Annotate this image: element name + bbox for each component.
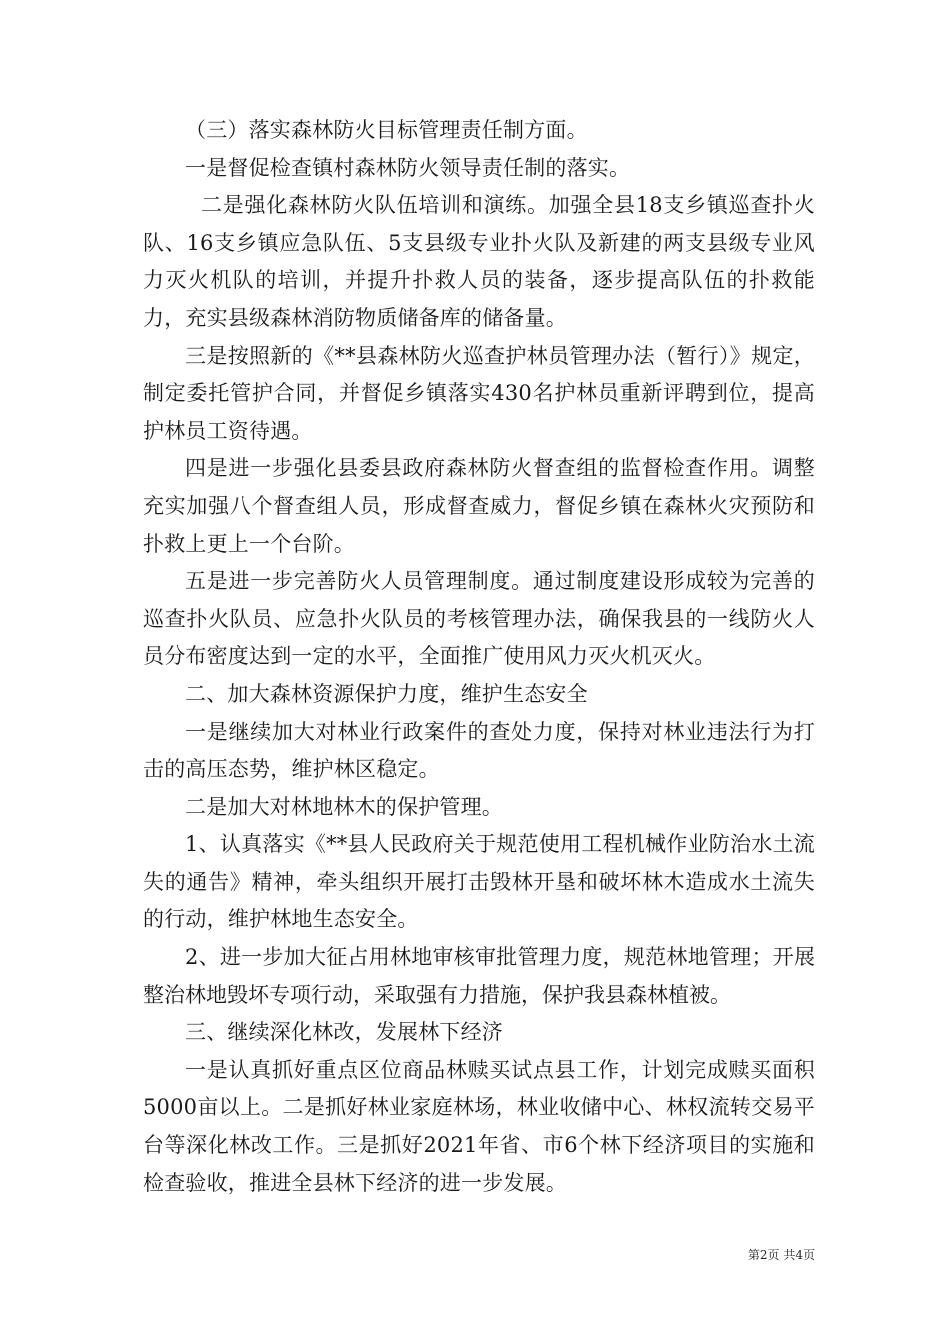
paragraph: 四是进一步强化县委县政府森林防火督查组的监督检查作用。调整充实加强八个督查组人员，形成督查威力，督促乡镇在森林火灾预防和扑救上更上一个台阶。 — [143, 456, 815, 556]
paragraph: 三是按照新的《**县森林防火巡查护林员管理办法（暂行）》规定，制定委托管护合同，并督促乡镇落实430名护林员重新评聘到位，提高护林员工资待遇。 — [143, 343, 815, 443]
section-heading-3: （三）落实森林防火目标管理责任制方面。 — [185, 118, 588, 142]
paragraph: 五是进一步完善防火人员管理制度。通过制度建设形成较为完善的巡查扑火队员、应急扑火队员的考核管理办法，确保我县的一线防火人员分布密度达到一定的水平，全面推广使用风力灭火机灭火。 — [143, 569, 815, 669]
paragraph: 一是督促检查镇村森林防火领导责任制的落实。 — [185, 155, 631, 180]
paragraph: 1、认真落实《**县人民政府关于规范使用工程机械作业防治水土流失的通告》精神，牵头组织开展打击毁林开垦和破坏林木造成水土流失的行动，维护林地生态安全。 — [143, 832, 815, 932]
section-heading-2: 二、加大森林资源保护力度，维护生态安全 — [185, 681, 588, 706]
paragraph: 一是认真抓好重点区位商品林赎买试点县工作，计划完成赎买面积5000亩以上。二是抓好林业家庭林场，林业收储中心、林权流转交易平台等深化林改工作。三是抓好2021年省、市6个林下经济项目的实施和检查验收，推进全县林下经济的进一步发展。 — [143, 1057, 815, 1195]
section-heading-3b: 三、继续深化林改，发展林下经济 — [185, 1020, 503, 1045]
paragraph: 二是加大对林地林木的保护管理。 — [185, 794, 503, 819]
page-number: 第2页 共4页 — [747, 1248, 815, 1262]
paragraph: 一是继续加大对林业行政案件的查处力度，保持对林业违法行为打击的高压态势，维护林区稳定。 — [143, 719, 815, 782]
paragraph: 2、进一步加大征占用林地审核审批管理力度，规范林地管理；开展整治林地毁坏专项行动，采取强有力措施，保护我县森林植被。 — [143, 945, 815, 1007]
document-body — [143, 112, 815, 1202]
paragraph: 二是强化森林防火队伍培训和演练。加强全县18支乡镇巡查扑火队、16支乡镇应急队伍、5支县级专业扑火队及新建的两支县级专业风力灭火机队的培训，并提升扑救人员的装备，逐步提高队伍的扑救能力，充实县级森林消防物质储备库的储备量。 — [143, 193, 815, 330]
